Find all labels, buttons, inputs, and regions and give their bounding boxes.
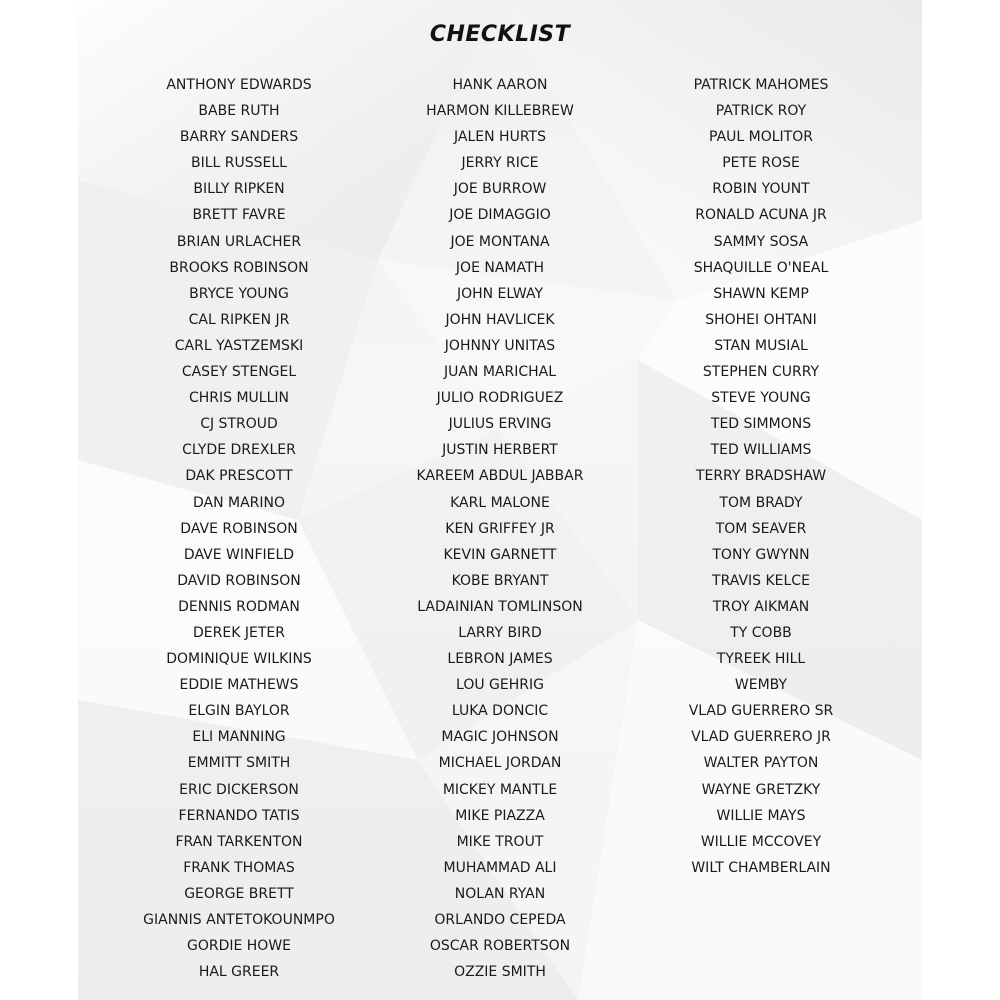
checklist-item: CJ STROUD bbox=[200, 416, 278, 433]
checklist-item: MIKE TROUT bbox=[456, 833, 544, 850]
checklist-item: LADAINIAN TOMLINSON bbox=[417, 598, 583, 615]
checklist-item: KEN GRIFFEY JR bbox=[445, 520, 555, 537]
checklist-item: RONALD ACUNA JR bbox=[695, 207, 827, 224]
checklist-item: LUKA DONCIC bbox=[451, 703, 549, 720]
checklist-item: GEORGE BRETT bbox=[184, 885, 294, 902]
checklist-item: DAVID ROBINSON bbox=[177, 572, 301, 589]
checklist-item: WALTER PAYTON bbox=[703, 755, 819, 772]
checklist-item: OZZIE SMITH bbox=[454, 964, 546, 981]
checklist-item: TRAVIS KELCE bbox=[712, 572, 810, 589]
checklist-item: KOBE BRYANT bbox=[451, 572, 549, 589]
checklist-item: JERRY RICE bbox=[461, 155, 539, 172]
checklist-item: BROOKS ROBINSON bbox=[169, 259, 309, 276]
checklist-item: GIANNIS ANTETOKOUNMPO bbox=[143, 912, 335, 928]
checklist-column-3 bbox=[636, 72, 886, 881]
checklist-item: KAREEM ABDUL JABBAR bbox=[416, 468, 584, 485]
checklist-item: HAL GREER bbox=[198, 964, 280, 981]
checklist-item: VLAD GUERRERO JR bbox=[691, 729, 831, 746]
checklist-item: JOE NAMATH bbox=[455, 259, 545, 276]
checklist-item: CHRIS MULLIN bbox=[188, 390, 290, 407]
checklist-item: JUAN MARICHAL bbox=[443, 364, 557, 381]
checklist-item: ANTHONY EDWARDS bbox=[166, 77, 312, 93]
checklist-item: BILLY RIPKEN bbox=[193, 181, 285, 198]
checklist-item: MICHAEL JORDAN bbox=[438, 755, 562, 772]
checklist-item: TOM SEAVER bbox=[715, 520, 807, 537]
checklist-item: BRYCE YOUNG bbox=[189, 285, 289, 302]
checklist-item: BRIAN URLACHER bbox=[176, 233, 302, 250]
checklist-item: SAMMY SOSA bbox=[713, 233, 809, 250]
checklist-column-2 bbox=[375, 72, 625, 985]
checklist-sheet bbox=[78, 0, 922, 1000]
checklist-item: JOHN ELWAY bbox=[456, 285, 544, 302]
checklist-item: PETE ROSE bbox=[722, 155, 800, 172]
checklist-item: CLYDE DREXLER bbox=[182, 442, 296, 459]
checklist-item: ORLANDO CEPEDA bbox=[434, 912, 566, 928]
checklist-item: FRAN TARKENTON bbox=[175, 833, 303, 850]
checklist-item: WILLIE MAYS bbox=[716, 807, 806, 824]
checklist-item: JOHNNY UNITAS bbox=[444, 337, 556, 354]
checklist-item: JOE BURROW bbox=[453, 181, 547, 198]
checklist-item: WEMBY bbox=[734, 677, 788, 694]
checklist-item: TERRY BRADSHAW bbox=[695, 468, 827, 485]
checklist-item: BILL RUSSELL bbox=[191, 155, 287, 172]
checklist-item: ELI MANNING bbox=[192, 729, 286, 746]
checklist-item: ROBIN YOUNT bbox=[712, 181, 810, 198]
checklist-item: HANK AARON bbox=[452, 77, 548, 93]
checklist-item: JULIUS ERVING bbox=[448, 416, 552, 433]
checklist-item: JOHN HAVLICEK bbox=[445, 311, 555, 328]
checklist-item: SHOHEI OHTANI bbox=[705, 311, 817, 328]
checklist-item: LARRY BIRD bbox=[458, 624, 542, 641]
checklist-item: TYREEK HILL bbox=[716, 651, 806, 668]
checklist-item: JULIO RODRIGUEZ bbox=[436, 390, 564, 407]
checklist-item: DOMINIQUE WILKINS bbox=[166, 651, 312, 668]
checklist-item: STEVE YOUNG bbox=[711, 390, 811, 407]
checklist-item: DAN MARINO bbox=[192, 494, 286, 511]
checklist-item: DENNIS RODMAN bbox=[178, 598, 300, 615]
checklist-item: LEBRON JAMES bbox=[447, 651, 553, 668]
checklist-item: CAL RIPKEN JR bbox=[188, 311, 290, 328]
checklist-item: WILT CHAMBERLAIN bbox=[691, 859, 831, 876]
checklist-item: TONY GWYNN bbox=[712, 546, 810, 563]
checklist-item: ERIC DICKERSON bbox=[179, 781, 299, 798]
checklist-item: JUSTIN HERBERT bbox=[442, 442, 558, 459]
page-title: CHECKLIST bbox=[429, 22, 571, 47]
checklist-item: TY COBB bbox=[730, 624, 792, 641]
checklist-item: PATRICK MAHOMES bbox=[693, 77, 829, 93]
checklist-item: WILLIE MCCOVEY bbox=[700, 833, 822, 850]
checklist-item: DAK PRESCOTT bbox=[185, 468, 293, 485]
checklist-item: EMMITT SMITH bbox=[187, 755, 291, 772]
checklist-item: KEVIN GARNETT bbox=[443, 546, 557, 563]
checklist-item: WAYNE GRETZKY bbox=[701, 781, 821, 798]
checklist-item: MICKEY MANTLE bbox=[442, 781, 558, 798]
checklist-item: TROY AIKMAN bbox=[712, 598, 810, 615]
checklist-item: FERNANDO TATIS bbox=[178, 807, 300, 824]
checklist-item: TED SIMMONS bbox=[710, 416, 812, 433]
checklist-item: SHAWN KEMP bbox=[713, 285, 809, 302]
checklist-item: PAUL MOLITOR bbox=[709, 129, 813, 146]
checklist-item: BABE RUTH bbox=[198, 103, 280, 120]
checklist-item: MUHAMMAD ALI bbox=[443, 859, 557, 876]
checklist-item: GORDIE HOWE bbox=[186, 938, 292, 955]
checklist-item: HARMON KILLEBREW bbox=[426, 103, 574, 120]
checklist-item: EDDIE MATHEWS bbox=[179, 677, 299, 694]
checklist-item: OSCAR ROBERTSON bbox=[429, 938, 571, 955]
checklist-item: FRANK THOMAS bbox=[183, 859, 295, 876]
checklist-item: LOU GEHRIG bbox=[456, 677, 544, 694]
checklist-item: DAVE WINFIELD bbox=[183, 546, 295, 563]
checklist-item: MIKE PIAZZA bbox=[455, 807, 545, 824]
checklist-item: KARL MALONE bbox=[450, 494, 550, 511]
checklist-item: STAN MUSIAL bbox=[714, 337, 808, 354]
checklist-item: JOE MONTANA bbox=[450, 233, 550, 250]
checklist-item: ELGIN BAYLOR bbox=[188, 703, 290, 720]
checklist-item: JOE DIMAGGIO bbox=[449, 207, 551, 224]
checklist-item: JALEN HURTS bbox=[454, 129, 546, 146]
checklist-item: CASEY STENGEL bbox=[181, 364, 297, 381]
checklist-item: NOLAN RYAN bbox=[454, 885, 546, 902]
checklist-column-1 bbox=[114, 72, 364, 985]
checklist-item: STEPHEN CURRY bbox=[702, 364, 820, 381]
checklist-item: TOM BRADY bbox=[719, 494, 803, 511]
checklist-item: CARL YASTZEMSKI bbox=[174, 337, 304, 354]
checklist-item: SHAQUILLE O'NEAL bbox=[693, 259, 829, 276]
checklist-item: BARRY SANDERS bbox=[179, 129, 299, 146]
checklist-item: PATRICK ROY bbox=[715, 103, 807, 120]
checklist-item: DAVE ROBINSON bbox=[180, 520, 298, 537]
checklist-item: BRETT FAVRE bbox=[192, 207, 286, 224]
checklist-item: TED WILLIAMS bbox=[710, 442, 812, 459]
checklist-item: DEREK JETER bbox=[193, 624, 285, 641]
checklist-item: VLAD GUERRERO SR bbox=[688, 703, 834, 720]
checklist-item: MAGIC JOHNSON bbox=[441, 729, 559, 746]
